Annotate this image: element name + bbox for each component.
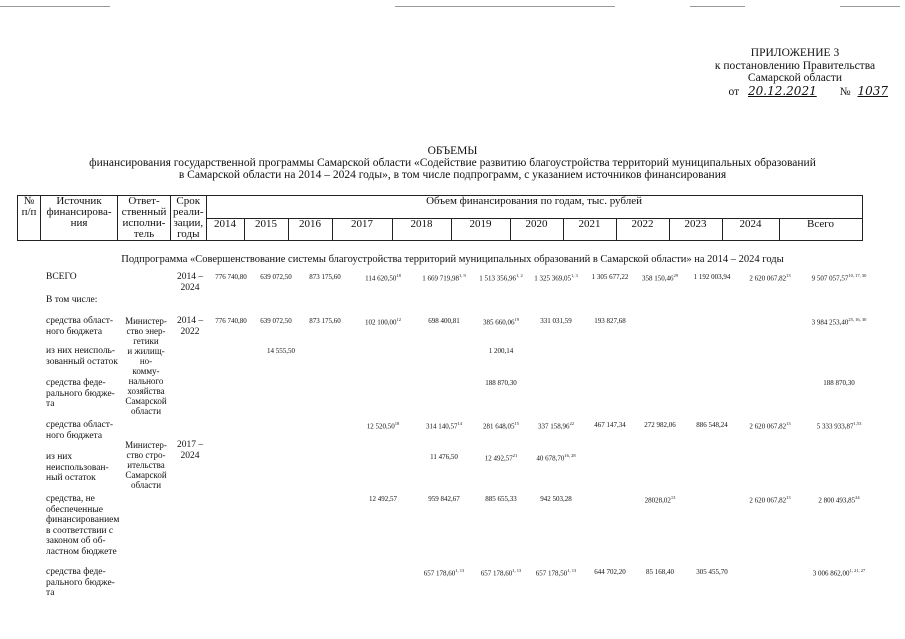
row-total-period: 2014 – 2024 (176, 272, 204, 293)
row-incl-label: В том числе: (46, 295, 98, 305)
value-cell: 272 982,06 (644, 421, 676, 429)
value-cell: 188 870,30 (823, 379, 855, 387)
decree-number: 1037 (857, 83, 888, 98)
decree-date: 20.12.2021 (748, 83, 817, 98)
appendix-block (690, 47, 900, 98)
row-unused-balance-label: из них неисполь- зованный остаток (46, 346, 118, 367)
value-cell: 467 147,34 (594, 421, 626, 429)
value-cell: 2 800 493,85$^{24}$ (818, 495, 860, 505)
value-cell: 12 520,50$^{18}$ (366, 421, 400, 431)
header-year: 2015 (244, 218, 288, 241)
value-cell: 40 678,70$^{16, 28}$ (536, 453, 576, 463)
value-cell: 886 548,24 (696, 421, 728, 429)
value-cell: 2 620 067,82$^{13}$ (749, 421, 791, 431)
value-cell: 885 655,33 (485, 495, 517, 503)
value-cell: 657 178,50$^{1, 13}$ (535, 568, 577, 578)
value-cell: 639 072,50 (260, 273, 292, 281)
row-total-label: ВСЕГО (46, 272, 77, 282)
doc-subtitle-2: в Самарской области на 2014 – 2024 годы», в том числе подпрограмм, с указанием источников финансирования (178, 169, 727, 181)
subprogram-title: Подпрограмма «Совершенствование системы благоустройства территорий муниципальных образований в Самарской области» на 2014 – 2024 годы (121, 254, 784, 265)
value-cell: 2 620 067,82$^{13}$ (749, 273, 791, 283)
value-cell: 11 476,50 (430, 453, 458, 461)
value-cell: 698 400,81 (428, 317, 460, 325)
row-regional-budget-period: 2014 – 2022 (176, 316, 204, 337)
value-cell: 1 192 003,94 (693, 273, 731, 281)
row-unfunded-label: средства, не обеспеченные финансированием в соответствии с законом об об- ластном бюджете (46, 494, 120, 557)
header-year: 2024 (722, 218, 779, 241)
value-cell: 639 072,50 (260, 317, 292, 325)
value-cell: 12 492,57$^{21}$ (484, 453, 518, 463)
value-cell: 2 620 067,82$^{13}$ (749, 495, 791, 505)
value-cell: 657 178,60$^{1, 13}$ (480, 568, 522, 578)
value-cell: 337 158,96$^{22}$ (538, 421, 574, 431)
value-cell: 358 150,46$^{29}$ (642, 273, 678, 283)
value-cell: 1 513 356,96$^{1, 2}$ (479, 273, 523, 283)
header-year: 2016 (288, 218, 332, 241)
value-cell: 657 178,60$^{1, 13}$ (423, 568, 465, 578)
header-volume: Объем финансирования по годам, тыс. рублей (206, 196, 862, 219)
row-unused-balance-2-label: из них неиспользован- ный остаток (46, 452, 109, 483)
value-cell: 193 827,68 (594, 317, 626, 325)
value-cell: 28028,02$^{13}$ (644, 495, 676, 505)
org-ministry-energy: Министер- ство энер- гетики и жилищ- но- комму- нального хозяйства Самарской области (125, 316, 167, 416)
value-cell: 644 702,20 (594, 568, 626, 576)
value-cell: 385 660,06$^{19}$ (483, 317, 519, 327)
doc-subtitle-1: финансирования государственной программы Самарской области «Содействие развитию благоустройства территорий муниципальных образований (89, 157, 816, 169)
value-cell: 314 140,57$^{14}$ (426, 421, 462, 431)
appendix-line3: Самарской области (747, 72, 843, 84)
header-year: 2018 (392, 218, 451, 241)
value-cell: 873 175,60 (309, 317, 341, 325)
header-year: 2020 (510, 218, 563, 241)
value-cell: 873 175,60 (309, 273, 341, 281)
header-table (17, 195, 863, 241)
row-regional-budget-label: средства област- ного бюджета (46, 316, 114, 337)
value-cell: 14 555,50 (267, 347, 295, 355)
value-cell: 1 325 369,05$^{1, 3}$ (534, 273, 578, 283)
value-cell: 114 620,50$^{18}$ (365, 273, 401, 283)
row-federal-budget-2-label: средства феде- рального бюдже- та (46, 567, 115, 598)
value-cell: 942 503,28 (540, 495, 572, 503)
header-year: 2023 (669, 218, 722, 241)
value-cell: 1 669 719,98$^{1, 9}$ (422, 273, 466, 283)
org-ministry-construction: Министер- ство стро- ительства Самарской области (125, 440, 167, 490)
header-year: 2022 (616, 218, 669, 241)
value-cell: 85 168,40 (646, 568, 674, 576)
header-year: 2021 (563, 218, 616, 241)
value-cell: 3 006 862,00$^{1, 21, 27}$ (812, 568, 866, 578)
header-num: № п/п (18, 196, 41, 241)
value-cell: 281 648,05$^{15}$ (483, 421, 519, 431)
value-cell: 776 740,80 (215, 317, 247, 325)
value-cell: 1 200,14 (488, 347, 514, 355)
value-cell: 5 333 933,87$^{1,53}$ (816, 421, 862, 431)
appendix-title: ПРИЛОЖЕНИЕ 3 (750, 47, 840, 59)
header-year: 2017 (332, 218, 392, 241)
header-source: Источник финансирова- ния (41, 196, 118, 241)
value-cell: 959 842,67 (428, 495, 460, 503)
doc-title: ОБЪЕМЫ (427, 145, 478, 157)
value-cell: 776 740,80 (215, 273, 247, 281)
header-year: 2014 (206, 218, 244, 241)
header-responsible: Ответ- ственный исполни- тель (118, 196, 171, 241)
value-cell: 188 870,30 (485, 379, 517, 387)
row-federal-budget-label: средства феде- рального бюдже- та (46, 378, 115, 409)
row-regional-budget-2-label: средства област- ного бюджета (46, 420, 114, 441)
appendix-date-line: от 20.12.2021 № 1037 (690, 85, 900, 99)
appendix-line2: к постановлению Правительства (714, 59, 876, 72)
header-total: Всего (779, 218, 862, 241)
header-term: Срок реали- зации, годы (171, 196, 207, 241)
value-cell: 305 455,70 (696, 568, 728, 576)
value-cell: 331 031,59 (540, 317, 572, 325)
value-cell: 12 492,57 (369, 495, 397, 503)
value-cell: 102 100,00$^{12}$ (365, 317, 401, 327)
header-year: 2019 (451, 218, 510, 241)
row-period-2017: 2017 – 2024 (176, 440, 204, 461)
value-cell: 9 507 057,57$^{10, 17, 30}$ (811, 273, 867, 283)
value-cell: 3 984 253,40$^{25, 16, 30}$ (811, 317, 867, 327)
value-cell: 1 305 677,22 (591, 273, 629, 281)
